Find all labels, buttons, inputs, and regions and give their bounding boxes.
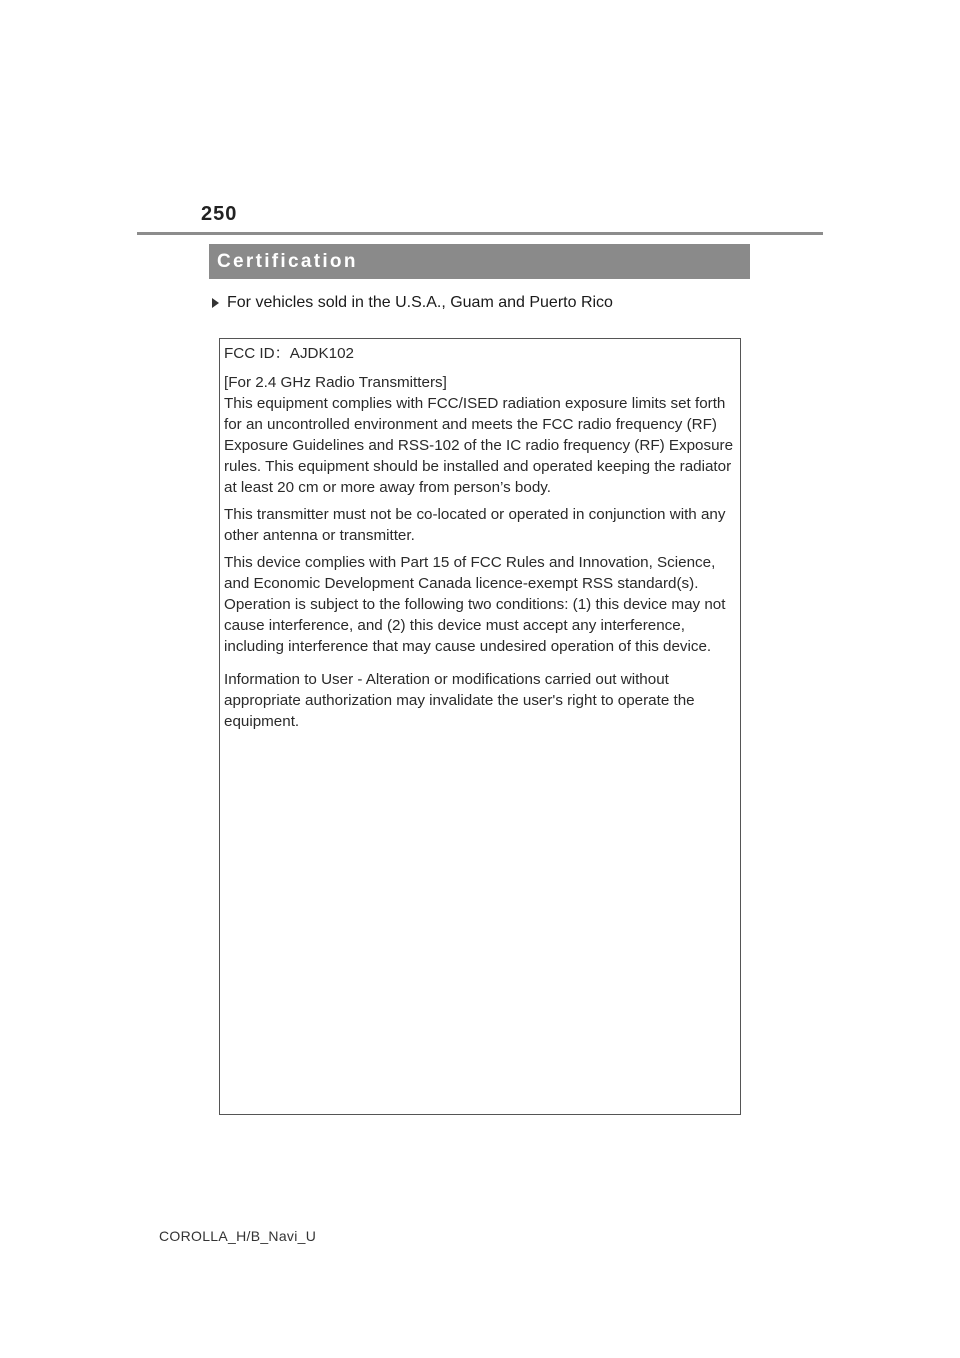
section-title-bar [209, 244, 750, 279]
section-title: Certification [217, 250, 358, 272]
header-rule [137, 232, 823, 235]
label-paragraph-3: This device complies with Part 15 of FCC Rules and Innovation, Science, and Economic Development Canada licence-exempt RSS standard(s). Operation is subject to the following two conditions: (1) this device may not cause interference, and (2) this device must accept any interference, including interference that may cause undesired operation of this device. [224, 554, 726, 655]
certification-label-box [219, 338, 741, 1115]
label-paragraph-1: [For 2.4 GHz Radio Transmitters] This equipment complies with FCC/ISED radiation exposure limits set forth for an uncontrolled environment and meets the FCC radio frequency (RF) Exposure Guidelines and RSS-102 of the IC radio frequency (RF) Exposure rules. This equipment should be installed and operated keeping the radiator at least 20 cm or more away from person’s body. [224, 374, 734, 496]
label-paragraph-2: This transmitter must not be co-located or operated in conjunction with any other antenna or transmitter. [224, 506, 726, 544]
triangle-right-icon [212, 298, 219, 308]
fcc-id: FCC ID：AJDK102 [224, 345, 354, 362]
subheading-text: For vehicles sold in the U.S.A., Guam and Puerto Rico [227, 294, 613, 311]
label-paragraph-4: Information to User - Alteration or modifications carried out without appropriate authorization may invalidate the user's right to operate the equipment. [224, 671, 695, 730]
document-footer-code: COROLLA_H/B_Navi_U [159, 1228, 317, 1244]
subheading [212, 294, 613, 312]
page-number: 250 [201, 203, 238, 225]
